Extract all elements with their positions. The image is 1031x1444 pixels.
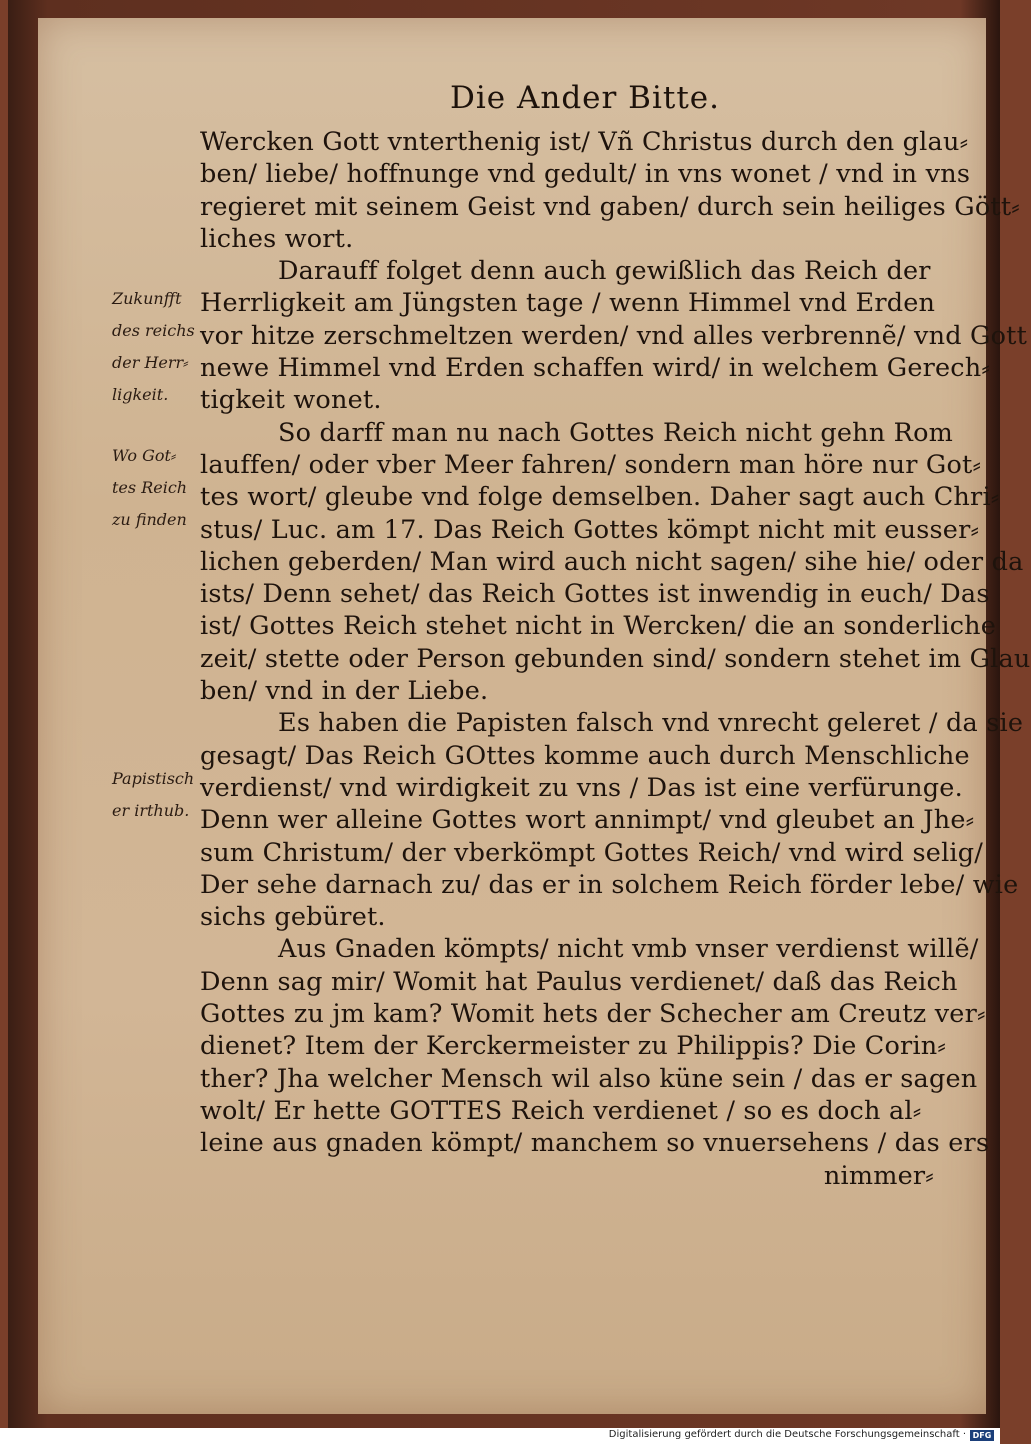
running-title: Die Ander Bitte. [450, 80, 720, 116]
text-line: Aus Gnaden kömpts/ nicht vmb vnser verdienst willẽ/ [278, 934, 979, 965]
margin-note-papistisch [112, 763, 216, 827]
body-text [200, 126, 1031, 1192]
text-line: Wercken Gott vnterthenig ist/ Vñ Christus durch den glau⸗ [200, 127, 969, 157]
text-line: gesagt/ Das Reich GOttes komme auch durch Menschliche [200, 740, 970, 771]
text-line: dienet? Item der Kerckermeister zu Philippis? Die Corin⸗ [200, 1031, 947, 1062]
margin-note-line: tes Reich [112, 478, 188, 497]
text-line: ther? Jha welcher Mensch wil also küne sein / das er sagen [200, 1063, 978, 1094]
text-line: Gottes zu jm kam? Womit hets der Schecher am Creutz ver⸗ [200, 999, 986, 1030]
margin-note-line: der Herr⸗ [112, 353, 189, 372]
text-line: tigkeit wonet. [200, 385, 382, 416]
margin-note-line: er irthub. [112, 801, 190, 820]
text-line: Denn sag mir/ Womit hat Paulus verdienet/ daß das Reich [200, 966, 958, 997]
funding-credit: Digitalisierung gefördert durch die Deutsche Forschungsgemeinschaft · [608, 1429, 966, 1440]
text-line: vor hitze zerschmeltzen werden/ vnd alles verbrennẽ/ vnd Gott [200, 320, 1028, 351]
text-line: ist/ Gottes Reich stehet nicht in Wercken/ die an sonderliche [200, 611, 997, 642]
text-line: zeit/ stette oder Person gebunden sind/ sondern stehet im Glau [200, 643, 1031, 674]
text-line: regieret mit seinem Geist vnd gaben/ durch sein heiliges Gött⸗ [200, 191, 1020, 222]
text-line: verdienst/ vnd wirdigkeit zu vns / Das ist eine verfürunge. [200, 772, 963, 803]
margin-note-gottes-reich [112, 440, 216, 536]
text-line: newe Himmel vnd Erden schaffen wird/ in welchem Gerech⸗ [200, 353, 991, 384]
text-line: Denn wer alleine Gottes wort annimpt/ vnd gleubet an Jhe⸗ [200, 805, 975, 836]
margin-note-line: zu finden [112, 510, 187, 529]
text-line: sum Christum/ der vberkömpt Gottes Reich/ vnd wird selig/ [200, 837, 984, 868]
text-line: Es haben die Papisten falsch vnd vnrecht geleret / da sie [278, 708, 1024, 739]
margin-note-line: ligkeit. [112, 385, 169, 404]
text-line: ists/ Denn sehet/ das Reich Gottes ist inwendig in euch/ Das [200, 579, 990, 610]
catchword: nimmer⸗ [823, 1160, 934, 1191]
text-line: Der sehe darnach zu/ das er in solchem Reich förder lebe/ wie [200, 869, 1019, 900]
text-line: Herrligkeit am Jüngsten tage / wenn Himmel vnd Erden [200, 288, 936, 319]
text-line: ben/ vnd in der Liebe. [200, 676, 489, 707]
margin-note-line: des reichs [112, 321, 195, 340]
margin-note-line: Zukunfft [112, 289, 182, 308]
margin-note-zukunfft [112, 283, 216, 411]
margin-note-line: Wo Got⸗ [112, 446, 177, 465]
text-line: tes wort/ gleube vnd folge demselben. Daher sagt auch Chri⸗ [200, 482, 1000, 513]
text-line: sichs gebüret. [200, 902, 386, 933]
footer-bar [0, 1428, 1000, 1444]
text-line: stus/ Luc. am 17. Das Reich Gottes kömpt nicht mit eusser⸗ [200, 514, 980, 545]
text-line: lichen geberden/ Man wird auch nicht sagen/ sihe hie/ oder da [200, 546, 1024, 577]
dfg-logo: DFG [970, 1430, 994, 1441]
text-line: leine aus gnaden kömpt/ manchem so vnuersehens / das ers [200, 1128, 990, 1159]
margin-note-line: Papistisch [112, 769, 195, 788]
text-line: lauffen/ oder vber Meer fahren/ sondern man höre nur Got⸗ [200, 449, 982, 480]
text-line: So darff man nu nach Gottes Reich nicht gehn Rom [278, 417, 954, 448]
text-line: Darauff folget denn auch gewißlich das Reich der [278, 256, 931, 287]
text-line: ben/ liebe/ hoffnunge vnd gedult/ in vns wonet / vnd in vns [200, 159, 971, 190]
text-line: wolt/ Er hette GOTTES Reich verdienet / so es doch al⸗ [200, 1095, 922, 1126]
text-line: liches wort. [200, 223, 354, 254]
